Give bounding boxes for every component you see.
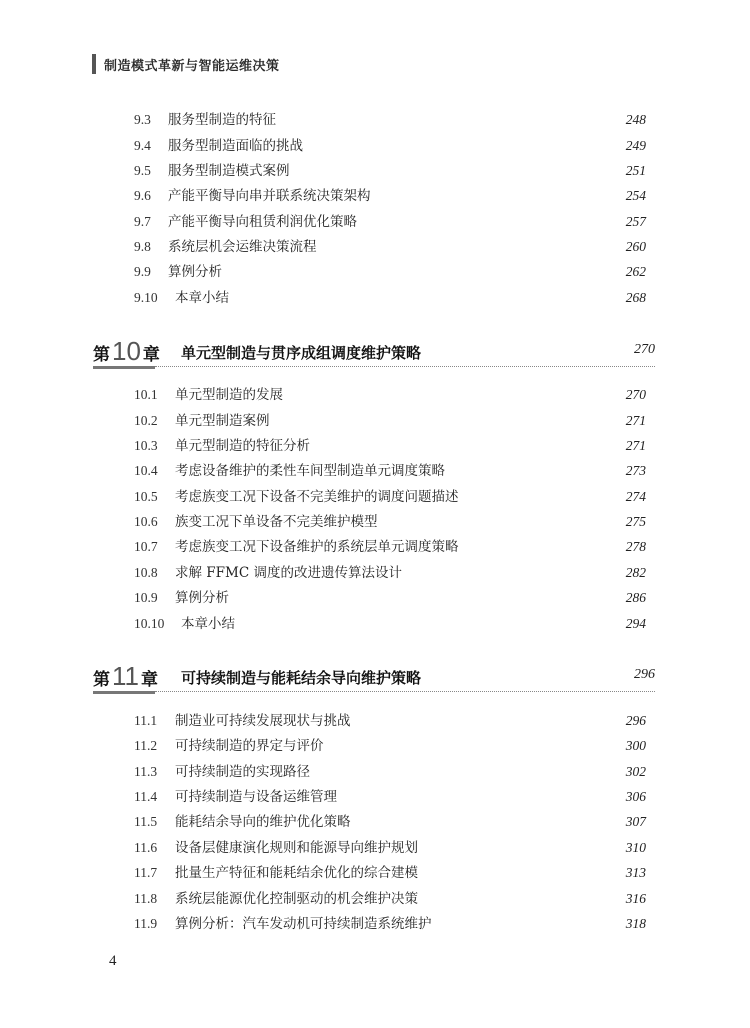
section-title: 可持续制造的实现路径 — [175, 764, 310, 780]
section-number: 11.1 — [134, 713, 158, 728]
section-page: 254 — [625, 188, 646, 203]
section-page: 260 — [625, 239, 646, 254]
section-title: 批量生产特征和能耗结余优化的综合建模 — [175, 865, 418, 881]
section-title: 设备层健康演化规则和能源导向维护规划 — [175, 840, 418, 856]
chapter-label — [93, 661, 158, 691]
section-number: 11.4 — [134, 789, 158, 804]
section-page: 248 — [625, 112, 646, 127]
section-number: 10.7 — [134, 539, 158, 554]
toc-entry[interactable] — [0, 889, 750, 909]
section-title: 制造业可持续发展现状与挑战 — [175, 713, 351, 729]
section-title: 本章小结 — [181, 616, 235, 632]
section-number: 11.8 — [134, 891, 158, 906]
chapter-suffix: 章 — [142, 345, 160, 365]
section-number: 9.4 — [134, 138, 151, 153]
section-title: 考虑族变工况下设备不完美维护的调度问题描述 — [175, 489, 459, 505]
toc-entry[interactable] — [0, 161, 750, 181]
section-title: 本章小结 — [175, 290, 229, 306]
section-title: 算例分析 — [168, 264, 222, 280]
toc-entry[interactable] — [0, 136, 750, 156]
running-header — [92, 52, 280, 76]
toc-entry[interactable] — [0, 487, 750, 507]
section-number: 10.5 — [134, 489, 158, 504]
section-title: 系统层机会运维决策流程 — [168, 239, 317, 255]
section-title: 能耗结余导向的维护优化策略 — [175, 814, 351, 830]
chapter-number: 10 — [112, 336, 141, 366]
section-number: 10.3 — [134, 438, 158, 453]
section-number: 9.10 — [134, 290, 158, 305]
section-title: 服务型制造面临的挑战 — [168, 138, 303, 154]
toc-entry[interactable] — [0, 863, 750, 883]
toc-entry[interactable] — [0, 237, 750, 257]
section-page: 275 — [625, 514, 646, 529]
section-title: 服务型制造模式案例 — [168, 163, 290, 179]
toc-entry[interactable] — [0, 762, 750, 782]
section-page: 268 — [625, 290, 646, 305]
chapter-11-heading[interactable] — [93, 661, 655, 695]
section-number: 9.3 — [134, 112, 151, 127]
toc-entry[interactable] — [0, 914, 750, 934]
toc-entry[interactable] — [0, 812, 750, 832]
section-page: 316 — [625, 891, 646, 906]
toc-entry[interactable] — [0, 411, 750, 431]
toc-entry[interactable] — [0, 787, 750, 807]
header-accent-bar — [92, 54, 96, 74]
section-number: 9.5 — [134, 163, 151, 178]
section-number: 9.8 — [134, 239, 151, 254]
toc-entry[interactable] — [0, 563, 750, 583]
toc-entry[interactable] — [0, 512, 750, 532]
section-title: 可持续制造与设备运维管理 — [175, 789, 337, 805]
toc-entry[interactable] — [0, 262, 750, 282]
toc-entry[interactable] — [0, 711, 750, 731]
section-page: 318 — [625, 916, 646, 931]
section-title: 可持续制造的界定与评价 — [175, 738, 324, 754]
section-page: 271 — [625, 413, 646, 428]
book-title: 制造模式革新与智能运维决策 — [104, 58, 280, 74]
section-number: 9.6 — [134, 188, 151, 203]
section-page: 273 — [625, 463, 646, 478]
section-number: 11.9 — [134, 916, 158, 931]
chapter-page: 296 — [634, 667, 655, 682]
section-page: 271 — [625, 438, 646, 453]
section-page: 310 — [625, 840, 646, 855]
chapter-page: 270 — [634, 342, 655, 357]
chapter-title: 可持续制造与能耗结余导向维护策略 — [181, 669, 422, 687]
section-title: 单元型制造案例 — [175, 413, 270, 429]
section-page: 302 — [625, 764, 646, 779]
section-page: 274 — [625, 489, 646, 504]
page-number: 4 — [109, 953, 117, 969]
section-page: 278 — [625, 539, 646, 554]
section-page: 294 — [625, 616, 646, 631]
section-number: 11.2 — [134, 738, 158, 753]
section-page: 306 — [625, 789, 646, 804]
section-title: 族变工况下单设备不完美维护模型 — [175, 514, 378, 530]
toc-entry[interactable] — [0, 110, 750, 130]
section-number: 10.9 — [134, 590, 158, 605]
section-page: 307 — [625, 814, 646, 829]
section-page: 251 — [625, 163, 646, 178]
section-title: 单元型制造的发展 — [175, 387, 283, 403]
section-number: 11.6 — [134, 840, 158, 855]
section-number: 11.3 — [134, 764, 158, 779]
section-title: 算例分析：汽车发动机可持续制造系统维护 — [175, 916, 432, 932]
section-number: 10.4 — [134, 463, 158, 478]
section-number: 10.8 — [134, 565, 158, 580]
section-page: 300 — [625, 738, 646, 753]
section-page: 270 — [625, 387, 646, 402]
chapter-rule — [155, 691, 655, 692]
section-number: 11.5 — [134, 814, 158, 829]
chapter-number: 11 — [112, 661, 139, 691]
chapter-prefix: 第 — [93, 345, 110, 365]
section-title: 考虑设备维护的柔性车间型制造单元调度策略 — [175, 463, 445, 479]
toc-entry[interactable] — [0, 588, 750, 608]
section-number: 9.9 — [134, 264, 151, 279]
section-number: 9.7 — [134, 214, 151, 229]
chapter-rule — [155, 366, 655, 367]
toc-entry[interactable] — [0, 186, 750, 206]
section-page: 257 — [625, 214, 646, 229]
section-number: 10.1 — [134, 387, 158, 402]
section-title: 产能平衡导向租赁利润优化策略 — [168, 214, 357, 230]
chapter-suffix: 章 — [141, 670, 158, 690]
chapter-title: 单元型制造与贯序成组调度维护策略 — [181, 344, 422, 362]
chapter-rule-accent — [93, 366, 155, 369]
section-title: 产能平衡导向串并联系统决策架构 — [168, 188, 371, 204]
toc-entry[interactable] — [0, 537, 750, 557]
section-title: 算例分析 — [175, 590, 229, 606]
chapter-label — [93, 336, 160, 366]
section-title: 系统层能源优化控制驱动的机会维护决策 — [175, 891, 418, 907]
section-page: 313 — [625, 865, 646, 880]
toc-entry[interactable] — [0, 212, 750, 232]
section-number: 10.2 — [134, 413, 158, 428]
section-number: 10.10 — [134, 616, 165, 631]
section-page: 296 — [625, 713, 646, 728]
chapter-rule-accent — [93, 691, 155, 694]
section-page: 249 — [625, 138, 646, 153]
chapter-10-heading[interactable] — [93, 336, 655, 370]
toc-entry[interactable] — [0, 436, 750, 456]
toc-entry[interactable] — [0, 288, 750, 308]
chapter-prefix: 第 — [93, 670, 110, 690]
section-title: 考虑族变工况下设备维护的系统层单元调度策略 — [175, 539, 459, 555]
section-page: 262 — [625, 264, 646, 279]
section-title: 单元型制造的特征分析 — [175, 438, 310, 454]
section-page: 282 — [625, 565, 646, 580]
section-number: 10.6 — [134, 514, 158, 529]
toc-entry[interactable] — [0, 614, 750, 634]
toc-entry[interactable] — [0, 838, 750, 858]
section-page: 286 — [625, 590, 646, 605]
toc-entry[interactable] — [0, 736, 750, 756]
section-number: 11.7 — [134, 865, 158, 880]
section-title: 服务型制造的特征 — [168, 112, 276, 128]
toc-entry[interactable] — [0, 461, 750, 481]
toc-entry[interactable] — [0, 385, 750, 405]
section-title: 求解 FFMC 调度的改进遗传算法设计 — [175, 565, 402, 581]
